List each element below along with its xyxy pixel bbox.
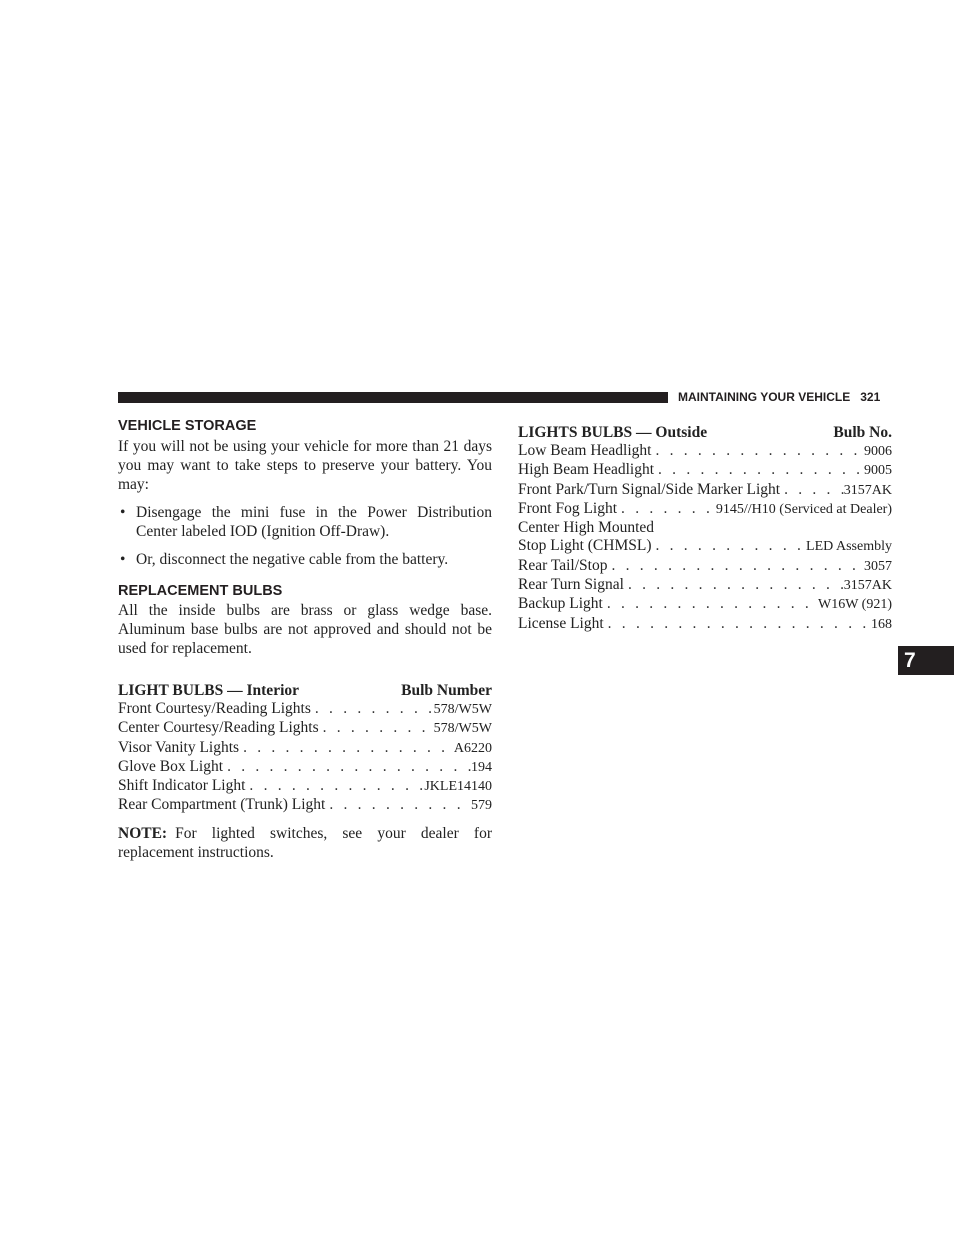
note-paragraph bbox=[118, 824, 492, 862]
chapter-tab: 7 bbox=[898, 646, 954, 675]
bullet-icon: • bbox=[120, 504, 126, 521]
table-row-name-line: Center High Mounted bbox=[518, 519, 655, 537]
table-row: Visor Vanity Lights . . . A6220 bbox=[118, 739, 492, 758]
bullet-item: • Disengage the mini fuse in the Power Distribution Center labeled IOD (Ignition Off-Draw). bbox=[120, 504, 492, 540]
running-header bbox=[678, 390, 892, 404]
right-column bbox=[518, 423, 892, 634]
interior-bulb-table bbox=[118, 681, 492, 816]
bullet-item: • Or, disconnect the negative cable from the battery. bbox=[120, 551, 449, 568]
table-row: Shift Indicator Light . . . JKLE14140 bbox=[118, 777, 492, 796]
interior-table-col-header: Bulb Number bbox=[401, 682, 492, 699]
exterior-table-title: LIGHTS BULBS — Outside bbox=[518, 424, 708, 441]
note-text: For lighted switches, see your dealer for replacement instructions. bbox=[118, 824, 492, 861]
table-row: Center Courtesy/Reading Lights . . . 578/W5W bbox=[118, 719, 492, 738]
bullet-icon: • bbox=[120, 551, 126, 568]
replacement-bulbs-intro: All the inside bulbs are brass or glass wedge base. Aluminum base bulbs are not approved and should not be used for replacement. bbox=[118, 602, 492, 657]
section-title: MAINTAINING YOUR VEHICLE bbox=[678, 390, 851, 404]
table-row: License Light . . . 168 bbox=[518, 615, 892, 634]
table-row: Stop Light (CHMSL) . . . LED Assembly bbox=[518, 537, 892, 556]
vehicle-storage-bullets bbox=[118, 503, 492, 569]
table-row: Glove Box Light . . . 194 bbox=[118, 758, 492, 777]
table-row: Rear Turn Signal . . . 3157AK bbox=[518, 576, 892, 595]
table-row: High Beam Headlight . . . 9005 bbox=[518, 461, 892, 480]
vehicle-storage-intro: If you will not be using your vehicle for more than 21 days you may want to take steps to preserve your battery. You may: bbox=[118, 438, 492, 493]
table-row: Rear Tail/Stop . . . 3057 bbox=[518, 557, 892, 576]
vehicle-storage-heading: VEHICLE STORAGE bbox=[118, 418, 257, 434]
table-row: Front Park/Turn Signal/Side Marker Light . . . 3157AK bbox=[518, 481, 892, 500]
header-rule bbox=[118, 392, 668, 403]
exterior-table-header bbox=[518, 423, 892, 442]
page-number: 321 bbox=[860, 390, 881, 404]
table-row: Rear Compartment (Trunk) Light . . . 579 bbox=[118, 796, 492, 815]
table-row: Low Beam Headlight . . . 9006 bbox=[518, 442, 892, 461]
table-row: Backup Light . . . W16W (921) bbox=[518, 595, 892, 614]
exterior-table-col-header: Bulb No. bbox=[833, 424, 892, 441]
table-row: Front Courtesy/Reading Lights . . . 578/W5W bbox=[118, 700, 492, 719]
table-row: Front Fog Light . . . 9145//H10 (Serviced at Dealer) bbox=[518, 500, 892, 519]
note-label: NOTE: bbox=[118, 824, 168, 842]
interior-table-title: LIGHT BULBS — Interior bbox=[118, 682, 300, 699]
interior-table-header bbox=[118, 681, 492, 700]
left-column bbox=[118, 417, 492, 862]
replacement-bulbs-heading: REPLACEMENT BULBS bbox=[118, 583, 283, 599]
